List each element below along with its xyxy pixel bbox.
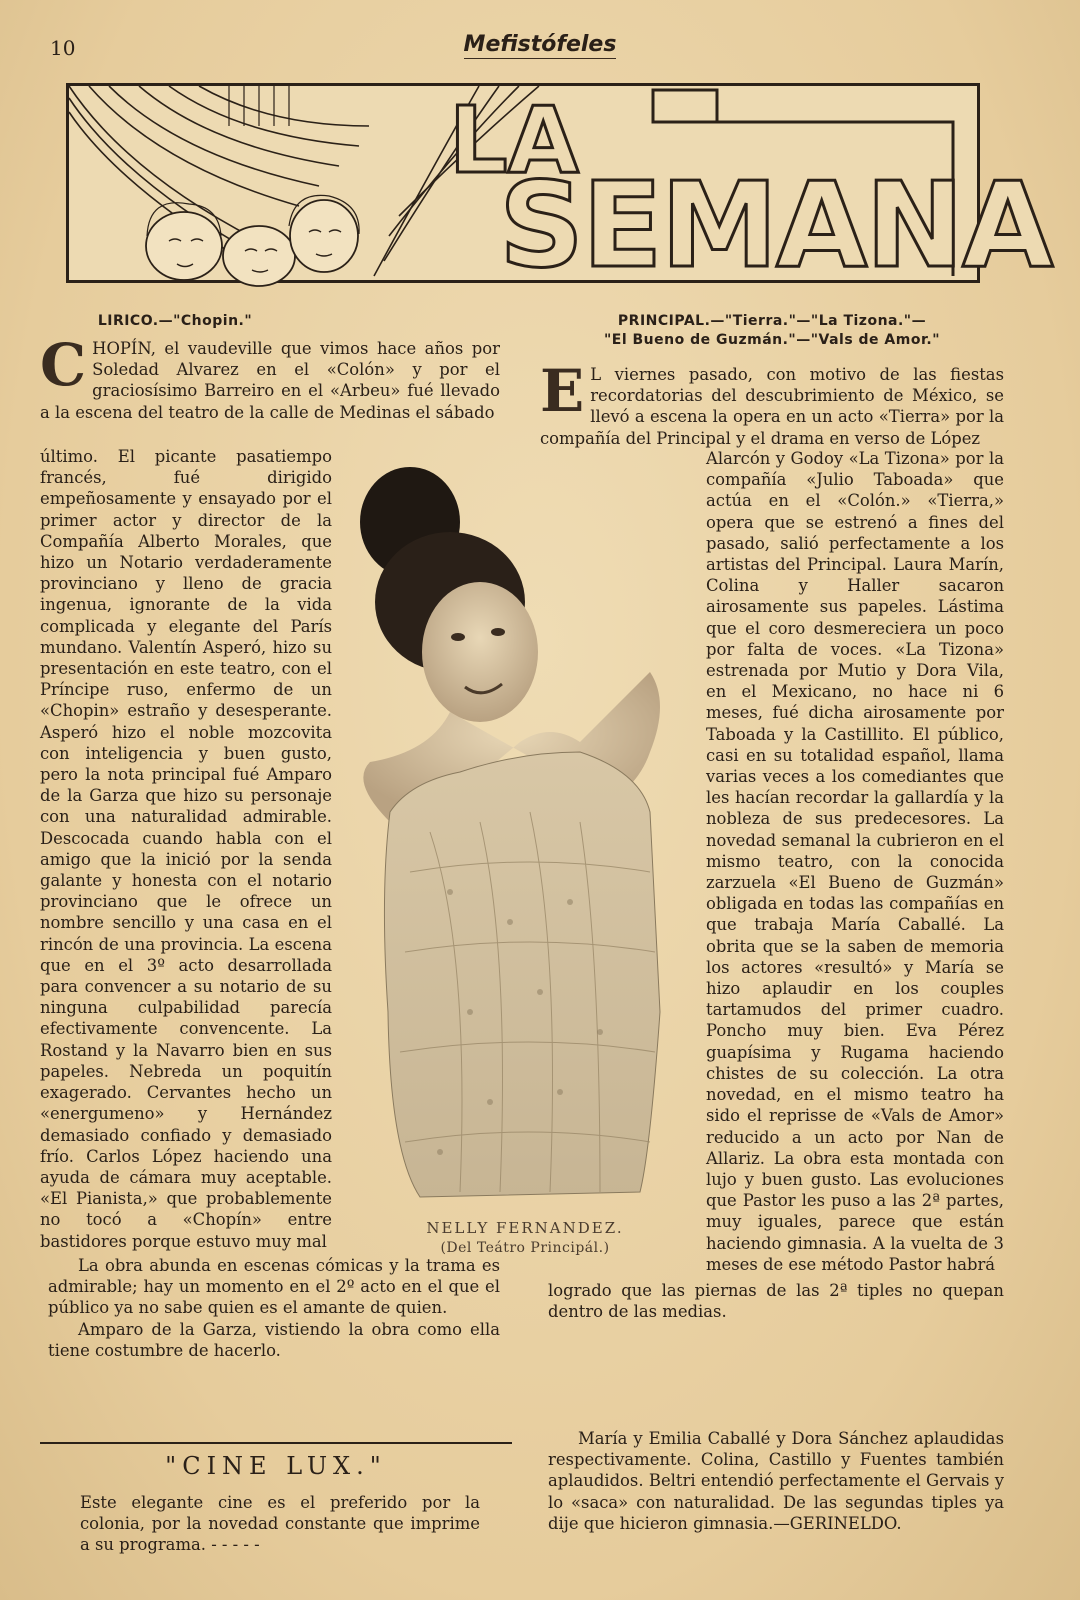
photo-caption <box>400 1218 650 1258</box>
portrait-figure <box>350 452 690 1217</box>
lirico-article-narrow <box>40 446 332 1252</box>
masthead-semana: SEMANA <box>499 156 1052 294</box>
principal-article-narrow <box>706 448 1004 1278</box>
section-divider <box>40 1442 512 1444</box>
photo-caption-name: NELLY FERNANDEZ. <box>426 1219 624 1237</box>
masthead-banner <box>66 83 1052 294</box>
lirico-heading: LIRICO.—"Chopin." <box>97 313 253 329</box>
lirico-paragraph-3: La obra abunda en escenas cómicas y la trama es admirable; hay un momento en el 2º acto en el que el público ya no sabe quien es el amante de quien. <box>48 1256 500 1318</box>
masthead-la: LA <box>449 87 579 194</box>
magazine-title-text: Mefistófeles <box>463 32 617 57</box>
lirico-paragraph-1-top: HOPÍN, el vaudeville que vimos hace años por Soledad Alvarez en el «Colón» y por el graciosísimo Barreiro en el «Arbeu» fué llevado a la escena del teatro de la calle de Medinas el sábado <box>40 339 500 422</box>
right-column <box>540 312 1004 360</box>
principal-heading-line1: PRINCIPAL.—"Tierra."—"La Tizona."— <box>617 313 927 329</box>
magazine-title <box>0 32 1080 57</box>
lirico-paragraph-1-narrow: último. El picante pasatiempo francés, fué dirigido empeñosamente y ensayado por el primer actor y director de la Compañía Alberto Morales, que hizo un Notario verdaderamente provinciano y lleno de gracia ingenua, ignorante de la vida complicada y elegante del París mundano. Valentín Asperó, hizo su presentación en este teatro, con el Príncipe ruso, enfermo de un «Chopin» estraño y desesperante. Asperó hizo el noble mozcovita con inteligencia y buen gusto, pero la nota principal fué Amparo de la Garza que hizo su personaje con una naturalidad admirable. Descocada cuando habla con el amigo que la inició por la senda galante y honesta con el notario provinciano que le ofrece un nombre sencillo y una casa en el rincón de una provincia. La escena que en el 3º acto desarrollada para convencer a su notario de su ninguna culpabilidad parecía efectivamente convencente. La Rostand y la Navarro bien en sus papeles. Nebreda un poquitín exagerado. Cervantes hecho un «energumeno» y Hernández demasiado confiado y demasiado frío. Carlos López haciendo una ayuda de cámara muy aceptable. «El Pianista,» que probablemente no tocó a «Chopín» entre bastidores porque estuvo muy mal <box>40 447 332 1251</box>
lirico-article-bottom <box>48 1255 500 1361</box>
curtain-folds <box>229 86 289 126</box>
principal-article-top <box>540 357 1004 448</box>
cine-lux-body: Este elegante cine es el preferido por la colonia, por la novedad constante que imprime a su programa. - - - - - <box>80 1493 480 1554</box>
principal-dropcap: E <box>540 357 585 425</box>
cine-lux-title: "CINE LUX." <box>165 1452 387 1480</box>
principal-paragraph-bottom: logrado que las piernas de las 2ª tiples no quepan dentro de las medias. <box>548 1281 1004 1322</box>
lirico-paragraph-4: Amparo de la Garza, vistiendo la obra como ella tiene costumbre de hacerlo. <box>48 1319 500 1360</box>
lirico-dropcap: C <box>40 331 87 399</box>
principal-paragraph-4: María y Emilia Caballé y Dora Sánchez aplaudidas respectivamente. Colina, Castillo y Fuentes también aplaudidos. Beltri entendió perfectamente el Gervais y lo «saca» con naturalidad. De las segundas tiples ya dije que hicieron gimnasia.—GERINELDO. <box>548 1429 1004 1533</box>
principal-article-bottom <box>548 1280 1004 1538</box>
page-number: 10 <box>50 36 76 60</box>
lirico-article-top <box>40 331 500 442</box>
masthead-illustration <box>69 86 1052 294</box>
actress-photo <box>350 452 690 1217</box>
photo-caption-credit: (Del Teátro Principál.) <box>440 1240 610 1256</box>
mask-faces <box>146 200 358 286</box>
principal-heading-line2: "El Bueno de Guzmán."—"Vals de Amor." <box>603 332 940 348</box>
principal-paragraph-1-top: L viernes pasado, con motivo de las fiestas recordatorias del descubrimiento de México, se llevó a escena la opera en un acto «Tierra» por la compañía del Principal y el drama en verso de López <box>540 365 1004 448</box>
principal-paragraph-narrow: Alarcón y Godoy «La Tizona» por la compañía «Julio Taboada» que actúa en el «Colón.» «Tierra,» opera que se estrenó a fines del pasado, salió perfectamente a los artistas del Principal. Laura Marín, Colina y Haller sacaron airosamente sus papeles. Lástima que el coro desmereciera un poco por falta de voces. «La Tizona» estrenada por Mutio y Dora Vila, en el Mexicano, no hace ni 6 meses, fué dicha airosamente por Taboada y la Castillito. El público, casi en su totalidad español, llama varias veces a los comediantes que les hacían recordar la gallardía y la nobleza de sus predecesores. La novedad semanal la cubrieron en el mismo teatro, con la conocida zarzuela «El Bueno de Guzmán» obligada en todas las compañías en que trabaja María Caballé. La obrita que se la saben de memoria los actores «resultó» y María se hizo aplaudir en los couples tartamudos del primer cuadro. Poncho muy bien. Eva Pérez guapísima y Rugama haciendo chistes de su colección. La otra novedad, en el mismo teatro ha sido el reprisse de «Vals de Amor» reducido a un acto por Nan de Allariz. La obra esta montada con lujo y buen gusto. Las evoluciones que Pastor les puso a las 2ª partes, muy iguales, parece que están haciendo gimnasia. A la vuelta de 3 meses de ese método Pastor habrá <box>706 449 1004 1274</box>
